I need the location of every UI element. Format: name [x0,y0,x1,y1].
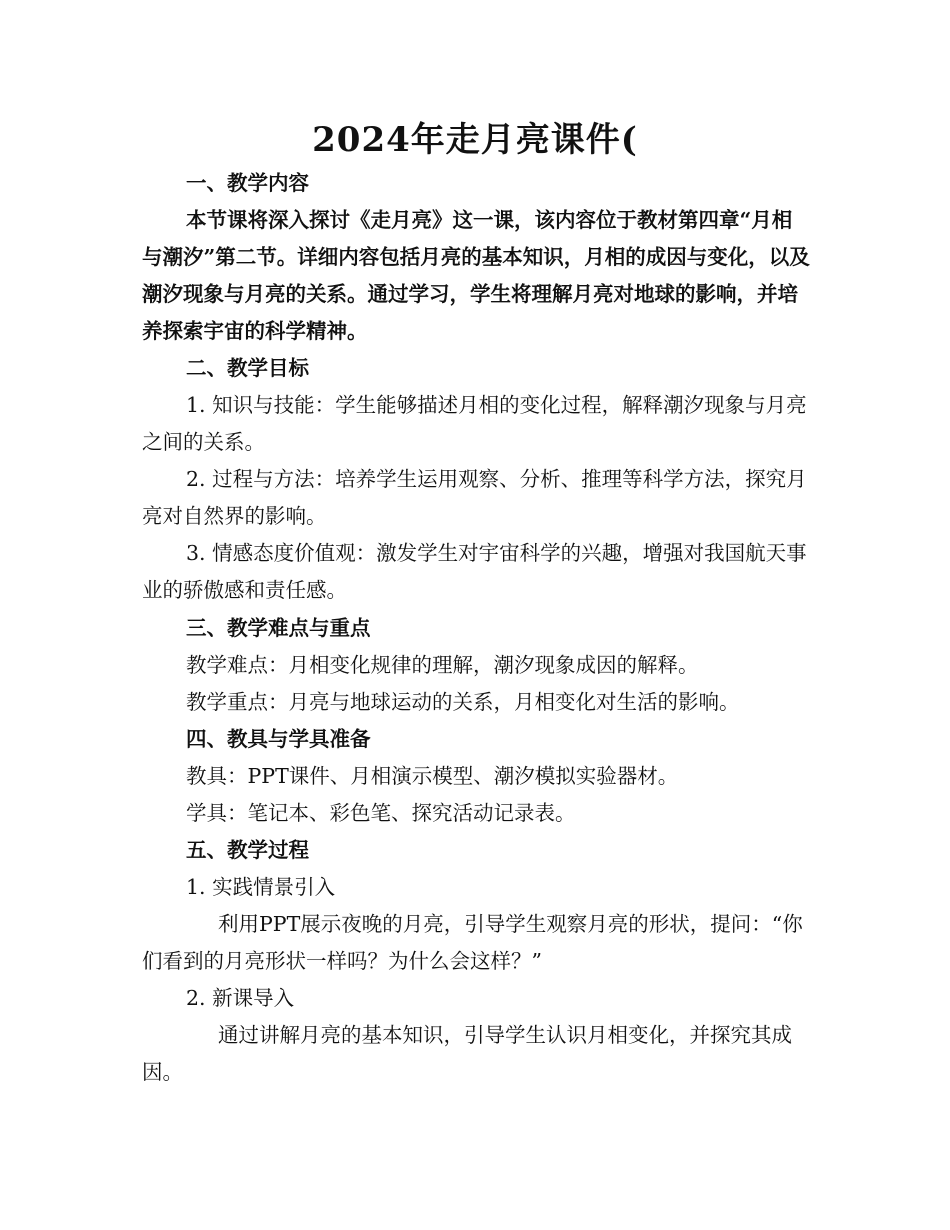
process-step-2-title: 2. 新课导入 [186,986,295,1010]
student-tools: 学具：笔记本、彩色笔、探究活动记录表。 [186,801,576,825]
section-heading-process: 五、教学过程 [186,838,309,862]
process-step-1-body: 利用PPT展示夜晚的月亮，引导学生观察月亮的形状，提问：“你们看到的月亮形状一样吗？为什么会这样？” [142,912,803,973]
objective-item-3: 3. 情感态度价值观：激发学生对宇宙科学的兴趣，增强对我国航天事业的骄傲感和责任感。 [142,541,807,602]
section-heading-difficulty: 三、教学难点与重点 [186,616,371,640]
section-heading-content: 一、教学内容 [186,171,309,195]
teaching-key-points: 教学重点：月亮与地球运动的关系，月相变化对生活的影响。 [186,690,740,714]
teacher-tools: 教具：PPT课件、月相演示模型、潮汐模拟实验器材。 [186,764,679,788]
objective-item-1: 1. 知识与技能：学生能够描述月相的变化过程，解释潮汐现象与月亮之间的关系。 [142,393,807,454]
section-heading-tools: 四、教具与学具准备 [186,727,371,751]
process-step-2-body: 通过讲解月亮的基本知识，引导学生认识月相变化，并探究其成因。 [142,1023,792,1084]
section-heading-objectives: 二、教学目标 [186,356,309,380]
section-content-paragraph: 本节课将深入探讨《走月亮》这一课，该内容位于教材第四章“月相与潮汐”第二节。详细内容包括月亮的基本知识，月相的成因与变化，以及潮汐现象与月亮的关系。通过学习，学生将理解月亮对地球的影响，并培养探索宇宙的科学精神。 [142,208,810,343]
teaching-difficulty: 教学难点：月相变化规律的理解，潮汐现象成因的解释。 [186,653,699,677]
document-title: 2024年走月亮课件( [312,120,638,160]
process-step-1-title: 1. 实践情景引入 [186,875,336,899]
objective-item-2: 2. 过程与方法：培养学生运用观察、分析、推理等科学方法，探究月亮对自然界的影响。 [142,467,807,528]
